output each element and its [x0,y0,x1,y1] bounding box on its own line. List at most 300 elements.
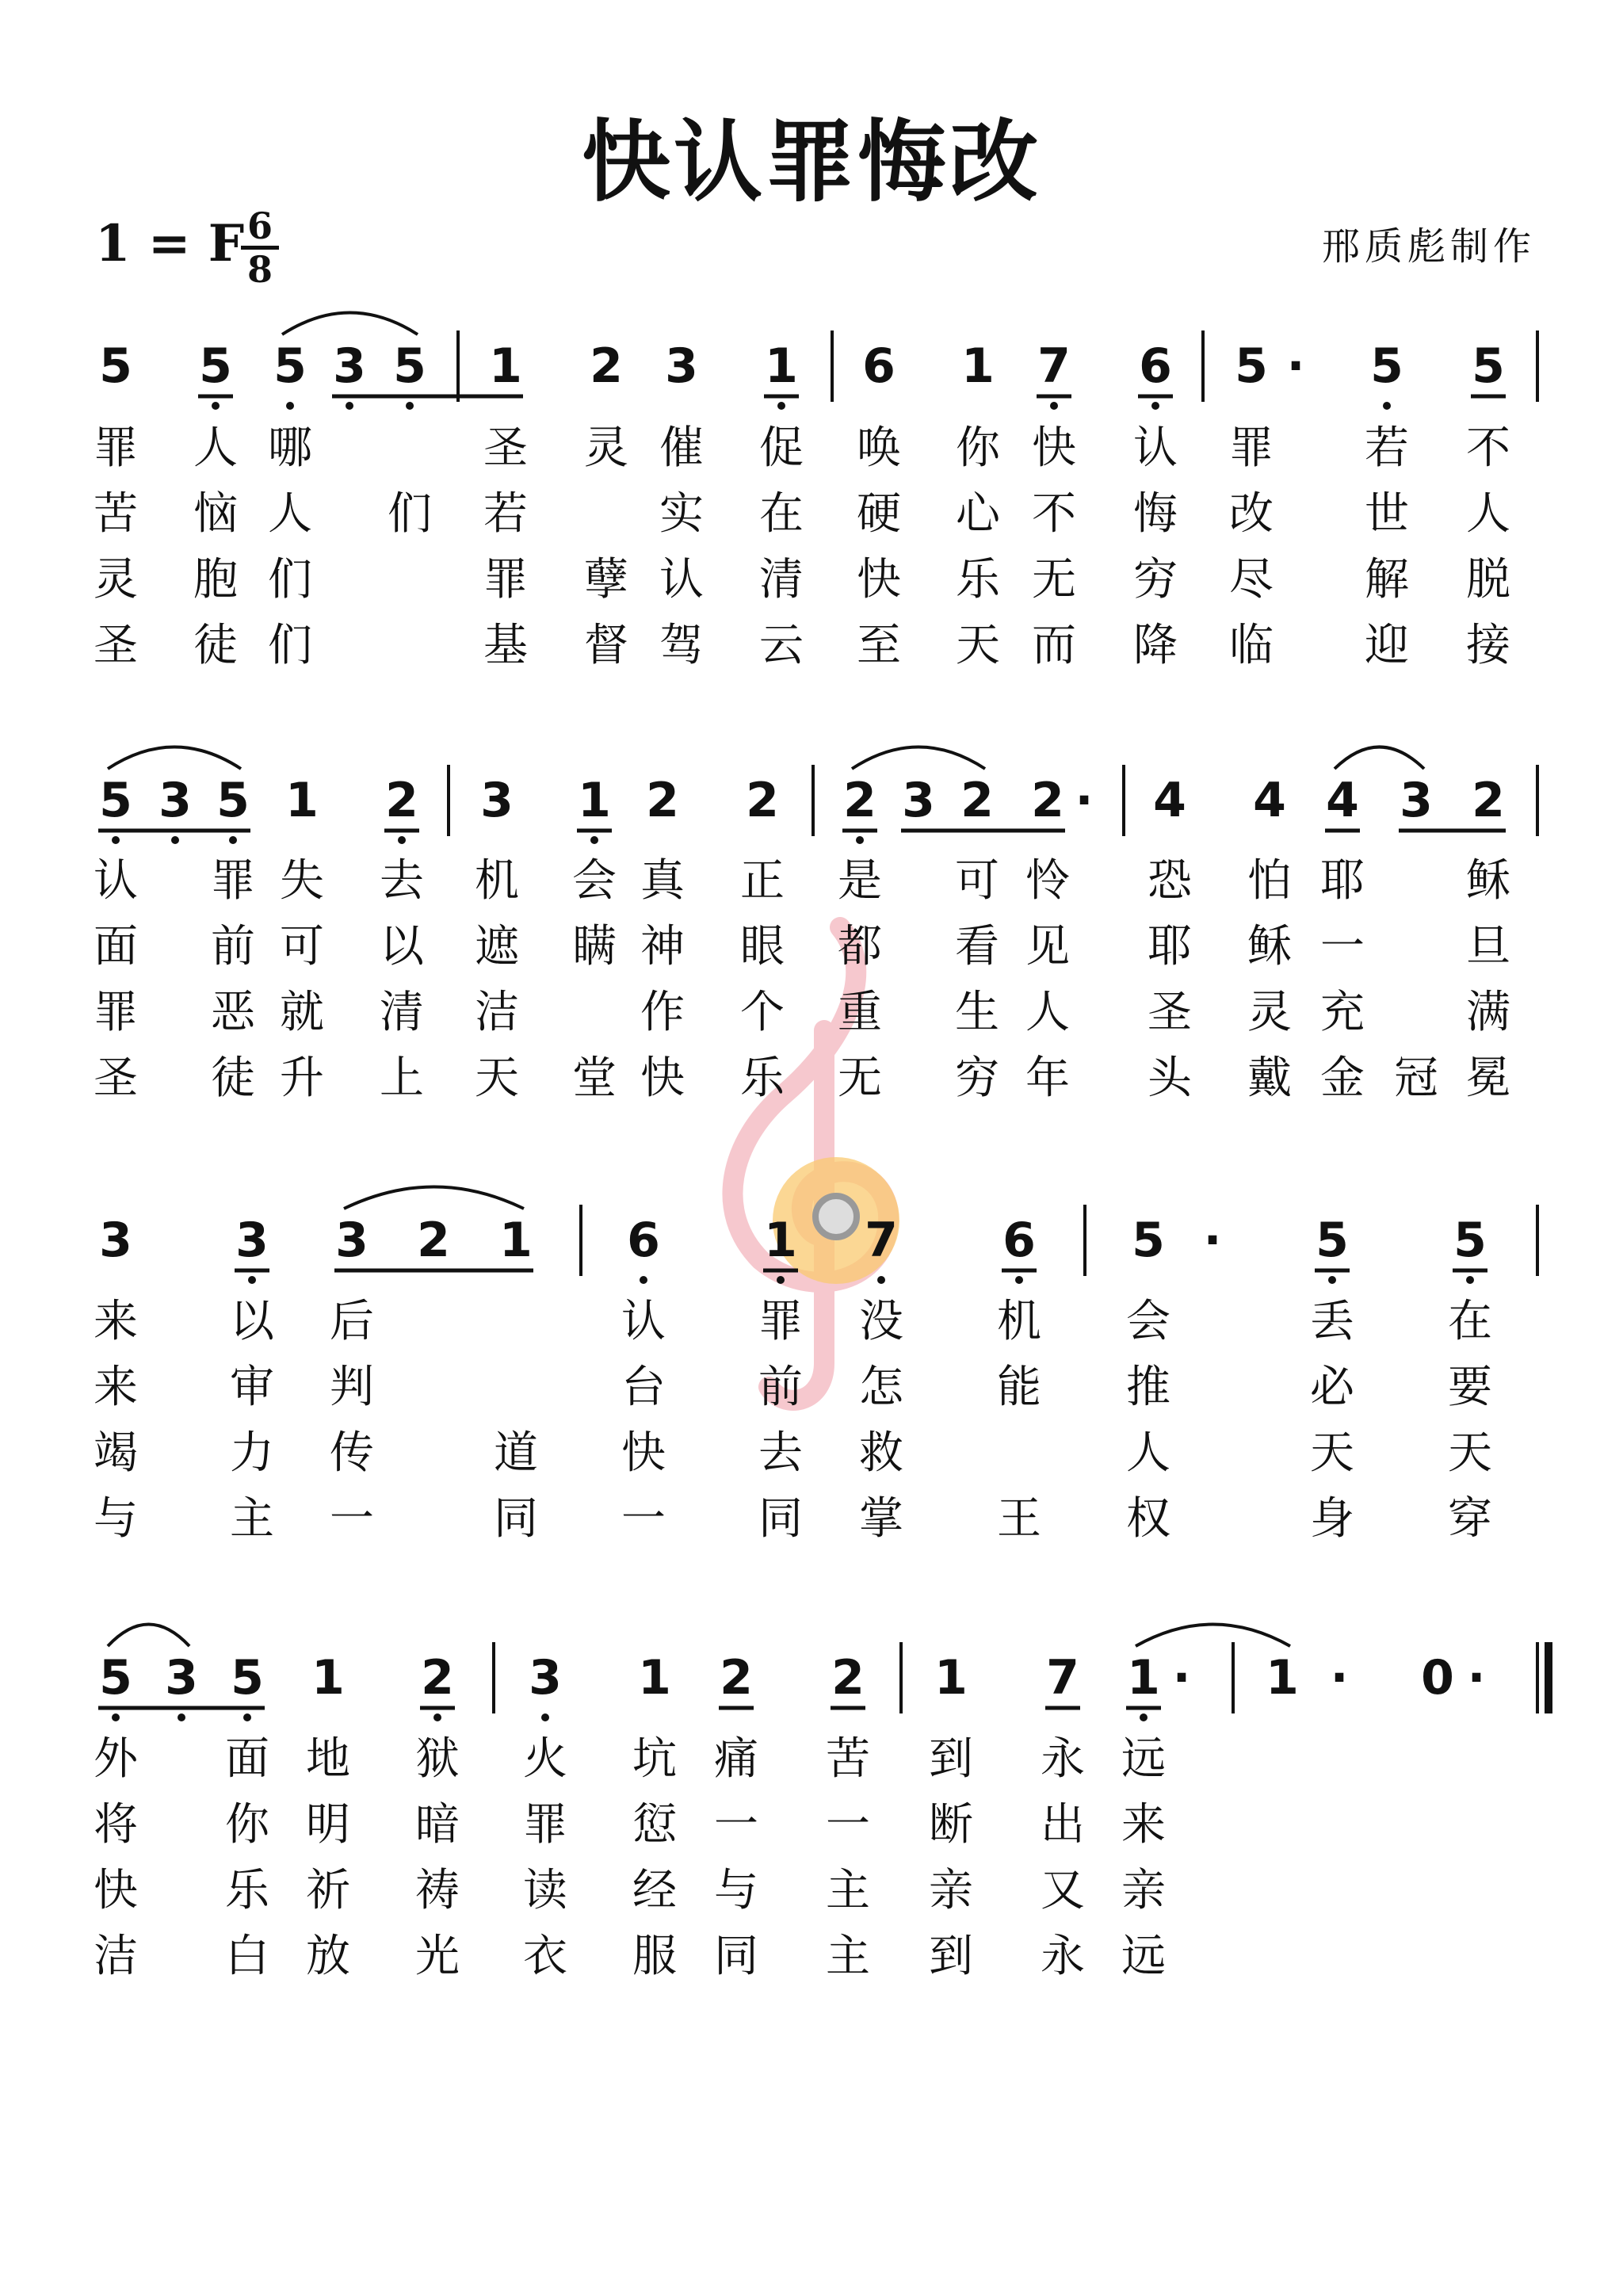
lyric-char: 们 [388,488,432,540]
lyric-char: 至 [857,620,901,671]
lyric-char: 你 [225,1799,269,1851]
note: 5 [1472,338,1505,394]
lyric-char: 不 [1466,422,1510,474]
lyric-char: 王 [997,1493,1041,1545]
lyric-char: 催 [659,422,704,474]
author-credit: 邢质彪制作 [1321,224,1536,269]
note: 3 [665,338,698,394]
lyric-char: 衣 [523,1931,567,1982]
octave-dot [777,1276,785,1284]
lyric-char: 在 [1448,1296,1492,1347]
octave-dot [1383,402,1391,410]
octave-dot [398,836,406,844]
note: 2 [1031,773,1064,828]
lyric-char: 稣 [1247,921,1292,972]
lyric-char: 灵 [94,554,138,606]
note: · [1172,1650,1191,1706]
lyric-char: 灵 [584,422,628,474]
lyric-char: 堂 [572,1052,617,1104]
note: 1 [578,773,611,828]
lyric-char: 无 [838,1052,882,1104]
lyric-char: 眼 [740,921,785,972]
lyric-char: 明 [306,1799,350,1851]
lyric-char: 审 [230,1362,274,1413]
octave-dot [1328,1276,1336,1284]
note: 6 [1002,1213,1036,1268]
meter-bottom: 8 [246,248,273,291]
lyric-char: 亲 [929,1865,973,1916]
lyric-char: 孽 [584,554,628,606]
lyric-char: 圣 [94,620,138,671]
note: · [1286,338,1305,394]
lyric-char: 尽 [1229,554,1274,606]
lyric-char: 又 [1041,1865,1085,1916]
octave-dot [1015,1276,1023,1284]
slur [1335,747,1424,770]
lyric-char: 驾 [659,620,704,671]
note: 1 [489,338,522,394]
lyric-char: 认 [1133,422,1178,474]
note: 2 [746,773,779,828]
lyric-char: 地 [306,1733,350,1785]
lyric-char: 们 [268,620,312,671]
lyric-char: 人 [1466,488,1510,540]
lyric-char: 主 [826,1931,870,1982]
note: 5 [393,338,426,394]
note: 5 [99,1650,132,1706]
lyric-char: 天 [475,1052,519,1104]
lyric-char: 快 [1032,422,1076,474]
lyric-char: 恼 [193,488,238,540]
note: 1 [764,1213,797,1268]
lyric-char: 坑 [632,1733,677,1785]
lyric-char: 读 [523,1865,567,1916]
lyric-char: 金 [1320,1052,1365,1104]
lyric-char: 救 [859,1427,903,1479]
lyric-char: 是 [838,855,882,907]
octave-dot [406,402,414,410]
lyric-char: 愆 [632,1799,677,1851]
note: 5 [1453,1213,1487,1268]
lyric-char: 来 [1121,1799,1166,1851]
octave-dot [286,402,294,410]
lyric-char: 头 [1148,1052,1192,1104]
note: 3 [529,1650,562,1706]
note: 2 [843,773,876,828]
note: 5 [1235,338,1268,394]
lyric-char: 祈 [306,1865,350,1916]
octave-dot [590,836,598,844]
lyric-char: 亲 [1121,1865,1166,1916]
octave-dot [856,836,864,844]
lyric-char: 实 [659,488,704,540]
lyric-char: 罪 [758,1296,803,1347]
song-title: 快认罪悔改 [582,110,1041,214]
lyric-char: 见 [1025,921,1070,972]
lyric-char: 怜 [1025,855,1070,907]
slur [1136,1625,1290,1647]
octave-dot [346,402,353,410]
octave-dot [777,402,785,410]
lyric-char: 机 [475,855,519,907]
lyric-char: 人 [1126,1427,1170,1479]
lyric-char: 权 [1126,1493,1170,1545]
lyric-char: 重 [838,987,882,1038]
lyric-char: 生 [955,987,999,1038]
lyric-char: 出 [1041,1799,1085,1851]
note: · [1330,1650,1349,1706]
lyric-char: 外 [94,1733,138,1785]
lyric-char: 一 [330,1493,374,1545]
note: 7 [1037,338,1071,394]
lyric-char: 来 [94,1362,138,1413]
meter-top: 6 [246,204,273,247]
octave-dot [112,836,120,844]
note: · [1467,1650,1486,1706]
lyric-char: 经 [632,1865,677,1916]
lyric-char: 怎 [859,1362,903,1413]
octave-dot [248,1276,256,1284]
lyric-char: 心 [956,488,1000,540]
lyric-char: 一 [621,1493,666,1545]
lyric-char: 乐 [740,1052,785,1104]
lyric-char: 永 [1041,1733,1085,1785]
lyric-char: 个 [740,987,785,1038]
lyric-char: 祷 [415,1865,460,1916]
lyric-char: 迎 [1365,620,1409,671]
lyric-char: 与 [94,1493,138,1545]
lyric-char: 就 [280,987,324,1038]
lyric-char: 竭 [94,1427,138,1479]
lyric-char: 神 [640,921,685,972]
slur [108,747,241,770]
lyric-char: 判 [330,1362,374,1413]
lyric-char: 快 [94,1865,138,1916]
lyric-char: 台 [621,1362,666,1413]
lyric-char: 冕 [1466,1052,1510,1104]
lyric-char: 狱 [415,1733,460,1785]
lyric-char: 圣 [94,1052,138,1104]
lyric-char: 年 [1025,1052,1070,1104]
lyric-char: 若 [1365,422,1409,474]
octave-dot [877,1276,885,1284]
lyric-char: 罪 [523,1799,567,1851]
lyric-char: 穷 [1133,554,1178,606]
lyric-char: 远 [1121,1931,1166,1982]
lyric-char: 罪 [94,422,138,474]
note: 2 [831,1650,865,1706]
lyric-char: 云 [759,620,804,671]
lyric-char: 哪 [268,422,312,474]
note: 5 [99,773,132,828]
note: 3 [158,773,192,828]
note: 5 [216,773,250,828]
lyric-char: 乐 [225,1865,269,1916]
lyric-char: 临 [1229,620,1274,671]
lyric-char: 认 [94,855,138,907]
lyric-char: 瞒 [572,921,617,972]
lyric-char: 天 [1448,1427,1492,1479]
lyric-char: 戴 [1247,1052,1292,1104]
note: 3 [235,1213,269,1268]
note: 1 [285,773,319,828]
note: 2 [385,773,418,828]
lyric-char: 主 [826,1865,870,1916]
note: 1 [961,338,995,394]
octave-dot [1050,402,1058,410]
lyric-char: 耶 [1320,855,1365,907]
note: 1 [1266,1650,1299,1706]
lyric-char: 清 [759,554,804,606]
note: 2 [720,1650,753,1706]
note: 1 [499,1213,533,1268]
lyric-char: 认 [659,554,704,606]
octave-dot [178,1713,185,1721]
lyric-char: 同 [758,1493,803,1545]
lyric-char: 恐 [1148,855,1192,907]
lyric-char: 洁 [94,1931,138,1982]
lyric-char: 一 [826,1799,870,1851]
lyric-char: 会 [572,855,617,907]
note: 5 [99,338,132,394]
note: 1 [765,338,798,394]
octave-dot [212,402,220,410]
lyric-char: 恶 [211,987,255,1038]
note: 4 [1253,773,1286,828]
lyric-char: 要 [1448,1362,1492,1413]
lyric-char: 道 [494,1427,538,1479]
lyric-char: 可 [280,921,324,972]
lyric-char: 徒 [193,620,238,671]
lyric-char: 可 [955,855,999,907]
lyric-char: 你 [956,422,1000,474]
lyric-char: 必 [1310,1362,1354,1413]
lyric-char: 前 [211,921,255,972]
lyric-char: 与 [714,1865,758,1916]
lyric-char: 快 [640,1052,685,1104]
lyric-char: 机 [997,1296,1041,1347]
lyric-char: 冠 [1394,1052,1438,1104]
lyric-char: 一 [714,1799,758,1851]
lyric-char: 火 [523,1733,567,1785]
lyric-char: 乐 [956,554,1000,606]
lyric-char: 放 [306,1931,350,1982]
lyric-char: 唤 [857,422,901,474]
slur [344,1187,524,1209]
note: 6 [1139,338,1172,394]
lyric-char: 后 [330,1296,374,1347]
note: 2 [590,338,623,394]
lyric-char: 暗 [415,1799,460,1851]
lyric-char: 督 [584,620,628,671]
lyric-char: 能 [997,1362,1041,1413]
note: 1 [311,1650,345,1706]
note: 3 [165,1650,198,1706]
lyric-char: 怕 [1247,855,1292,907]
note: · [1075,773,1094,828]
lyric-char: 去 [380,855,424,907]
lyric-char: 不 [1032,488,1076,540]
lyric-char: 罪 [94,987,138,1038]
note: 3 [1400,773,1433,828]
lyric-char: 以 [230,1296,274,1347]
lyric-char: 同 [494,1493,538,1545]
lyric-char: 解 [1365,554,1409,606]
lyric-char: 悔 [1133,488,1178,540]
note: 3 [335,1213,369,1268]
note: 2 [1472,773,1505,828]
note: · [1203,1213,1222,1268]
lyric-char: 世 [1365,488,1409,540]
note: 2 [421,1650,454,1706]
lyric-char: 人 [268,488,312,540]
lyric-char: 快 [857,554,901,606]
lyric-char: 硬 [857,488,901,540]
lyric-char: 认 [621,1296,666,1347]
lyric-char: 基 [483,620,528,671]
lyric-char: 一 [1320,921,1365,972]
lyric-char: 主 [230,1493,274,1545]
lyric-char: 促 [759,422,804,474]
lyric-char: 脱 [1466,554,1510,606]
lyric-char: 掌 [859,1493,903,1545]
lyric-char: 充 [1320,987,1365,1038]
note: 5 [1316,1213,1349,1268]
octave-dot [541,1713,549,1721]
note: 5 [199,338,232,394]
lyric-char: 人 [1025,987,1070,1038]
lyric-char: 丢 [1310,1296,1354,1347]
note: 7 [1046,1650,1079,1706]
lyric-char: 来 [94,1296,138,1347]
lyric-char: 升 [280,1052,324,1104]
lyric-char: 们 [268,554,312,606]
lyric-char: 将 [94,1799,138,1851]
lyric-char: 若 [483,488,528,540]
lyric-char: 满 [1466,987,1510,1038]
lyric-char: 痛 [714,1733,758,1785]
slur [282,313,418,335]
lyric-char: 旦 [1466,921,1510,972]
lyric-char: 会 [1126,1296,1170,1347]
octave-dot [433,1713,441,1721]
lyric-char: 罪 [483,554,528,606]
lyric-char: 到 [929,1931,973,1982]
lyric-char: 服 [632,1931,677,1982]
note: 2 [960,773,994,828]
lyric-char: 力 [230,1427,274,1479]
lyric-char: 去 [758,1427,803,1479]
octave-dot [112,1713,120,1721]
lyric-char: 天 [956,620,1000,671]
note: 3 [480,773,514,828]
octave-dot [243,1713,251,1721]
lyric-char: 断 [929,1799,973,1851]
lyric-char: 传 [330,1427,374,1479]
octave-dot [640,1276,647,1284]
note: 4 [1326,773,1359,828]
lyric-char: 面 [225,1733,269,1785]
lyric-char: 光 [415,1931,460,1982]
lyric-char: 上 [380,1052,424,1104]
octave-dot [1151,402,1159,410]
octave-dot [1466,1276,1474,1284]
note: 4 [1153,773,1186,828]
lyric-char: 在 [759,488,804,540]
lyric-char: 降 [1133,620,1178,671]
lyric-char: 天 [1310,1427,1354,1479]
lyric-char: 永 [1041,1931,1085,1982]
note: 6 [627,1213,660,1268]
octave-dot [229,836,237,844]
lyric-char: 圣 [483,422,528,474]
lyric-char: 远 [1121,1733,1166,1785]
note: 0 [1421,1650,1454,1706]
lyric-char: 遮 [475,921,519,972]
note: 6 [862,338,896,394]
note: 2 [417,1213,450,1268]
slur [108,1625,189,1647]
lyric-char: 都 [838,921,882,972]
octave-dot [171,836,179,844]
lyric-char: 作 [640,987,685,1038]
lyric-char: 洁 [475,987,519,1038]
lyric-char: 到 [929,1733,973,1785]
note: 3 [333,338,366,394]
lyric-char: 苦 [94,488,138,540]
lyric-char: 灵 [1247,987,1292,1038]
lyric-char: 人 [193,422,238,474]
lyric-char: 罪 [1229,422,1274,474]
lyric-char: 接 [1466,620,1510,671]
note: 3 [902,773,935,828]
lyric-char: 耶 [1148,921,1192,972]
lyric-char: 快 [621,1427,666,1479]
octave-dot [1140,1713,1148,1721]
lyric-char: 胞 [193,554,238,606]
lyric-char: 真 [640,855,685,907]
lyric-char: 罪 [211,855,255,907]
lyric-char: 改 [1229,488,1274,540]
lyric-char: 徒 [211,1052,255,1104]
lyric-char: 看 [955,921,999,972]
lyric-char: 推 [1126,1362,1170,1413]
lyric-char: 前 [758,1362,803,1413]
lyric-char: 圣 [1148,987,1192,1038]
lyric-char: 穿 [1448,1493,1492,1545]
note: 1 [638,1650,671,1706]
slur [852,747,985,770]
note: 1 [934,1650,968,1706]
note: 3 [99,1213,132,1268]
lyric-char: 身 [1310,1493,1354,1545]
lyric-char: 白 [225,1931,269,1982]
note: 1 [1127,1650,1160,1706]
note: 5 [273,338,307,394]
note: 5 [231,1650,264,1706]
lyric-char: 没 [859,1296,903,1347]
lyric-char: 正 [740,855,785,907]
lyric-char: 稣 [1466,855,1510,907]
lyric-char: 苦 [826,1733,870,1785]
note: 5 [1132,1213,1165,1268]
lyric-char: 而 [1032,620,1076,671]
lyric-char: 穷 [955,1052,999,1104]
lyric-char: 清 [380,987,424,1038]
note: 2 [646,773,679,828]
lyric-char: 失 [280,855,324,907]
lyric-char: 无 [1032,554,1076,606]
